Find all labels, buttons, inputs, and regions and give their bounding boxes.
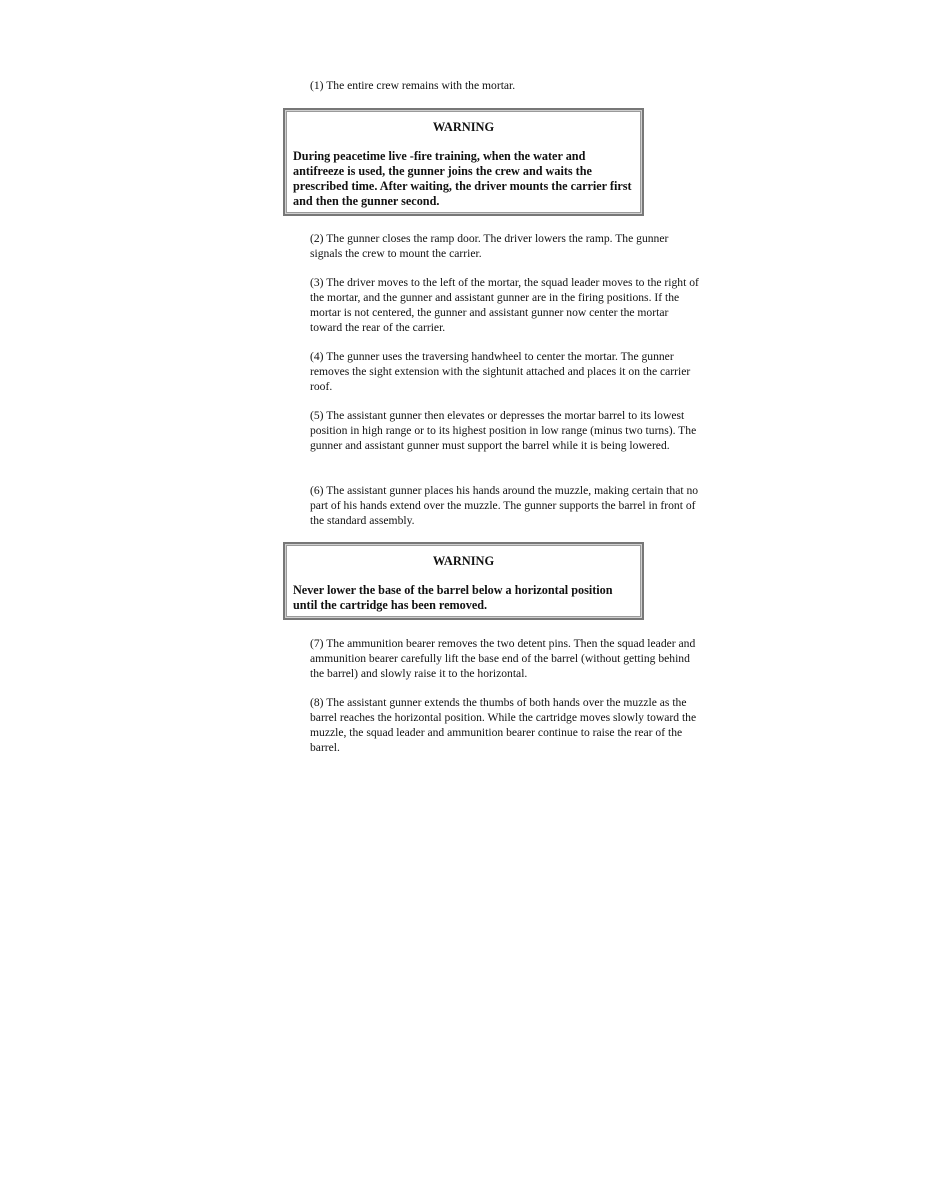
paragraph-2: (2) The gunner closes the ramp door. The driver lowers the ramp. The gunner signals the crew to mount the carrier.: [310, 232, 669, 260]
paragraph-5: (5) The assistant gunner then elevates or depresses the mortar barrel to its lowest position in high range or to its highest position in low range (minus two turns). The gunner and assistant gunner must support the barrel while it is being lowered.: [310, 409, 697, 452]
warning-title: WARNING: [432, 554, 495, 568]
warning-title: WARNING: [432, 120, 495, 134]
paragraph-8: (8) The assistant gunner extends the thumbs of both hands over the muzzle as the barrel reaches the horizontal position. While the cartridge moves slowly toward the muzzle, the squad leader and ammunition bearer continue to raise the rear of the barrel.: [310, 696, 697, 754]
warning-text: During peacetime live -fire training, when the water and antifreeze is used, the gunner joins the crew and waits the prescribed time. After waiting, the driver mounts the carrier first and then the gunner second.: [293, 149, 632, 208]
paragraph-7: (7) The ammunition bearer removes the two detent pins. Then the squad leader and ammunition bearer carefully lift the base end of the barrel (without getting behind the barrel) and slowly raise it to the horizontal.: [310, 637, 696, 680]
warning-box-2: [283, 542, 644, 620]
warning-box-1: [283, 108, 644, 216]
warning-text: Never lower the base of the barrel below a horizontal position until the cartridge has been removed.: [293, 583, 613, 612]
paragraph-6: (6) The assistant gunner places his hands around the muzzle, making certain that no part of his hands extend over the muzzle. The gunner supports the barrel in front of the standard assembly.: [310, 484, 699, 527]
paragraph-3: (3) The driver moves to the left of the mortar, the squad leader moves to the right of the mortar, and the gunner and assistant gunner are in the firing positions. If the mortar is not centered, the gunner and assistant gunner now center the mortar toward the rear of the carrier.: [310, 276, 699, 334]
paragraph-1: (1) The entire crew remains with the mortar.: [310, 79, 516, 92]
paragraph-4: (4) The gunner uses the traversing handwheel to center the mortar. The gunner removes the sight extension with the sightunit attached and places it on the carrier roof.: [310, 350, 691, 393]
